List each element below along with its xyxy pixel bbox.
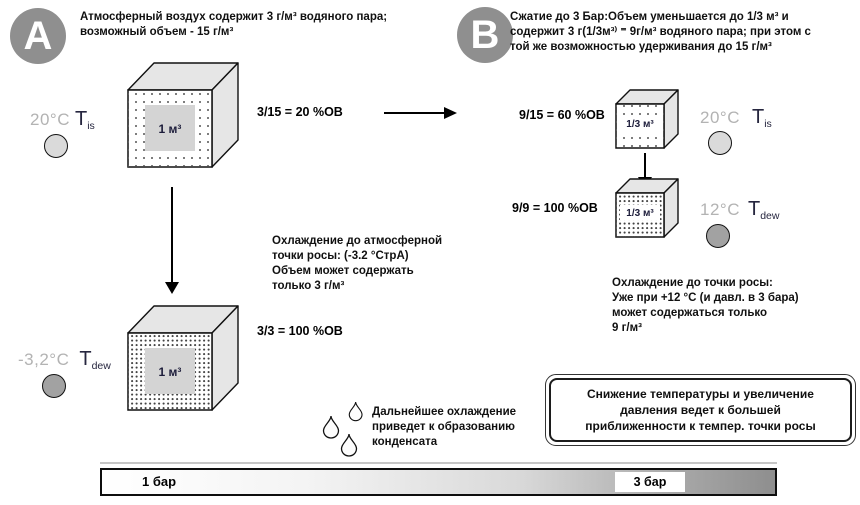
panel-a-badge: A	[10, 8, 66, 64]
temp-subscript: dew	[91, 360, 111, 373]
arrow-down-line-b	[644, 153, 646, 178]
description-line: Сжатие до 3 Бар:Объем уменьшается до 1/3 м³ и	[510, 11, 789, 23]
cube-volume-label: 1 м³	[158, 365, 182, 379]
description-line: содержит 3 г(1/3м³⁾ ⁼ 9г/м³ водяного пара; при этом с	[510, 26, 811, 38]
temp-value: 20°C	[30, 110, 70, 129]
formula-rh-60: 9/15 = 60 %ОВ	[519, 108, 605, 122]
temp-dew-b-circle	[706, 224, 730, 248]
formula-rh-100-a: 3/3 = 100 %ОВ	[257, 324, 343, 338]
note-line: Охлаждение до атмосферной	[272, 235, 443, 247]
formula-rh-20: 3/15 = 20 %ОВ	[257, 105, 343, 119]
pressure-label-1bar: 1 бар	[142, 474, 177, 489]
cube-volume-label: 1 м³	[158, 122, 182, 136]
formula-rh-100-b: 9/9 = 100 %ОВ	[512, 201, 598, 215]
temp-subscript: is	[87, 120, 95, 133]
temp-symbol: T	[79, 348, 92, 370]
cube-third-m3-compressed	[614, 88, 682, 151]
description-line: Атмосферный воздух содержит 3 г/м³ водяного пара;	[80, 11, 388, 23]
temp-initial-b	[700, 106, 772, 130]
summary-line: Снижение температуры и увеличение	[587, 387, 814, 401]
note-line: Охлаждение до точки росы:	[612, 277, 773, 289]
note-line: приведет к образованию	[372, 421, 515, 433]
note-line: 9 г/м³	[612, 322, 642, 334]
temp-initial-a	[30, 108, 95, 132]
arrow-down-icon-a	[165, 282, 179, 294]
cube-volume-label: 1/3 м³	[626, 208, 654, 219]
note-line: точки росы: (-3.2 °СтрА)	[272, 250, 409, 262]
cube-1m3-initial	[126, 60, 244, 170]
description-line: возможный объем - 15 г/м³	[80, 26, 234, 38]
cube-1m3-dewpoint	[126, 303, 244, 413]
temp-value: 20°C	[700, 108, 740, 127]
temp-dew-a-circle	[42, 374, 66, 398]
temp-dew-b	[700, 198, 779, 222]
pressure-label-3bar: 3 бар	[615, 472, 685, 492]
panel-b-badge: B	[457, 7, 513, 63]
note-line: Уже при +12 °С (и давл. в 3 бара)	[612, 292, 799, 304]
note-line: только 3 г/м³	[272, 280, 345, 292]
summary-line: давления ведет к большей	[620, 403, 781, 417]
arrow-right-icon	[444, 107, 457, 119]
temp-subscript: dew	[760, 210, 780, 223]
note-line: конденсата	[372, 436, 438, 448]
cooling-note-b	[612, 276, 799, 336]
temp-symbol: T	[74, 108, 88, 130]
cube-third-m3-dewpoint	[614, 177, 682, 240]
arrow-right-line	[384, 112, 444, 114]
panel-b-description	[510, 10, 811, 55]
temp-initial-a-circle	[44, 134, 68, 158]
note-line: Дальнейшее охлаждение	[372, 406, 517, 418]
temp-value: 12°C	[700, 200, 740, 219]
water-droplets-icon	[320, 398, 375, 462]
summary-line: приближенности к темпер. точки росы	[585, 419, 816, 433]
pressure-gradient-bar	[100, 468, 777, 496]
temp-subscript: is	[764, 118, 772, 131]
panel-a-description	[80, 10, 387, 40]
arrow-down-line-a	[171, 187, 173, 283]
pressure-bar-shadow	[100, 462, 777, 464]
temp-symbol: T	[747, 198, 761, 220]
summary-box-inner	[549, 378, 852, 442]
temp-initial-b-circle	[708, 131, 732, 155]
note-line: Объем может содержать	[272, 265, 414, 277]
summary-box	[545, 374, 856, 446]
temp-dew-a	[18, 348, 111, 372]
cube-volume-label: 1/3 м³	[626, 119, 654, 130]
note-line: может содержаться только	[612, 307, 768, 319]
temp-value: -3,2°C	[18, 350, 70, 369]
condensate-note	[372, 405, 516, 450]
temp-symbol: T	[751, 106, 765, 128]
description-line: той же возможностью удерживания до 15 г/м³	[510, 41, 772, 53]
cooling-note-a	[272, 234, 442, 294]
